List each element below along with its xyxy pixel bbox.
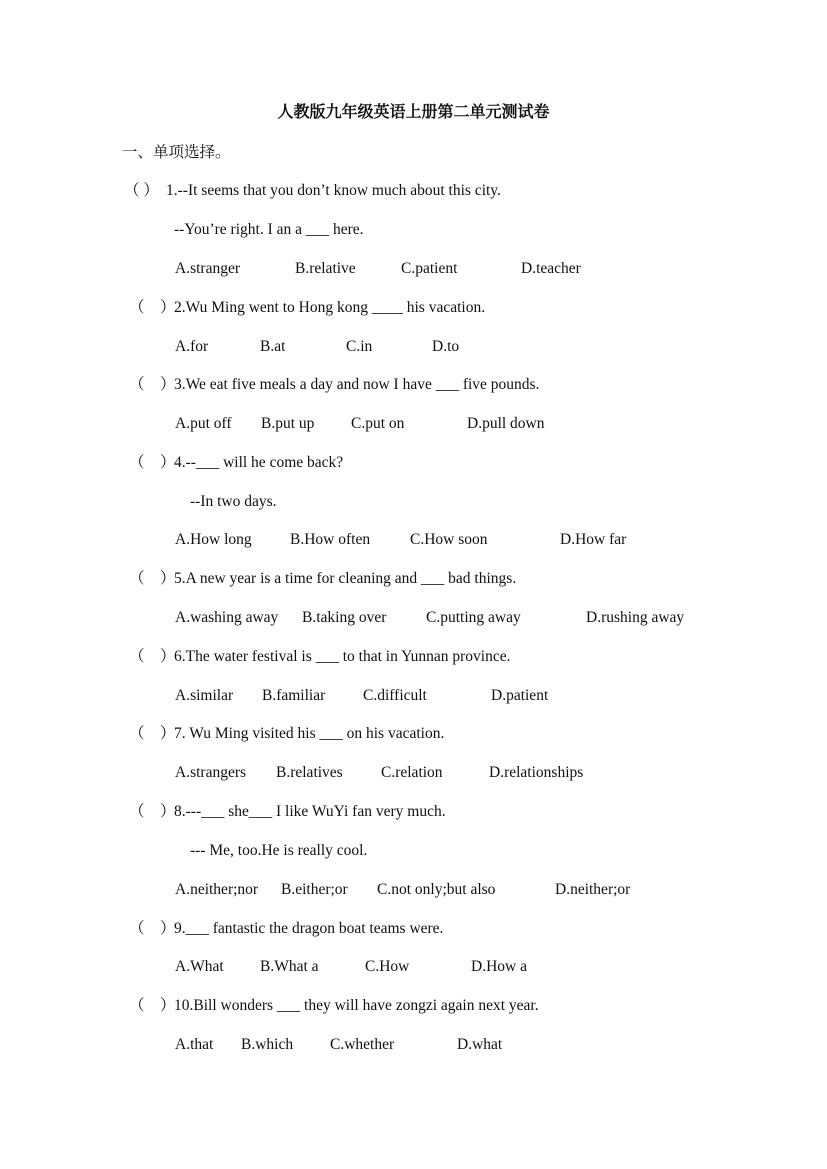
option-c: C.put on [351,415,405,432]
option-d: D.to [432,338,460,355]
option-a: A.How long [175,531,252,548]
answer-blank[interactable]: （ ） [129,570,176,587]
question-stem: 5.A new year is a time for cleaning and ___ bad things. [174,570,517,587]
option-a: A.for [175,338,209,355]
option-c: C.patient [401,260,458,277]
option-d: D.teacher [521,260,581,277]
option-a: A.that [175,1036,214,1053]
option-c: C.putting away [426,609,521,626]
option-c: C.not only;but also [377,881,496,898]
option-c: C.How [365,958,410,975]
answer-blank[interactable]: （ ） [129,376,176,393]
option-c: C.whether [330,1036,395,1053]
option-a: A.put off [175,415,232,432]
answer-blank[interactable]: （ ） [129,725,176,742]
option-a: A.stranger [175,260,240,277]
option-c: C.difficult [363,687,427,704]
answer-blank[interactable]: （ ） [124,182,159,199]
option-b: B.either;or [281,881,348,898]
question-stem: 8.---___ she___ I like WuYi fan very much. [174,803,446,820]
option-d: D.How a [471,958,527,975]
option-b: B.relatives [276,764,343,781]
option-d: D.patient [491,687,549,704]
section-heading: 一、单项选择。 [122,144,231,161]
question-stem: 6.The water festival is ___ to that in Yunnan province. [174,648,511,665]
option-b: B.familiar [262,687,326,704]
answer-blank[interactable]: （ ） [129,454,176,471]
option-b: B.What a [260,958,319,975]
answer-blank[interactable]: （ ） [129,299,176,316]
answer-blank[interactable]: （ ） [129,648,176,665]
option-a: A.neither;nor [175,881,259,898]
question-sub-line: --In two days. [190,493,277,510]
option-d: D.pull down [467,415,545,432]
option-c: C.How soon [410,531,488,548]
question-sub-line: --- Me, too.He is really cool. [190,842,368,859]
option-b: B.taking over [302,609,387,626]
option-d: D.what [457,1036,503,1053]
option-d: D.How far [560,531,627,548]
option-b: B.put up [261,415,315,432]
question-stem: 4.--___ will he come back? [174,454,344,471]
option-c: C.relation [381,764,443,781]
option-a: A.strangers [175,764,247,781]
question-stem: 3.We eat five meals a day and now I have ___ five pounds. [174,376,540,393]
question-stem: 7. Wu Ming visited his ___ on his vacation. [174,725,445,742]
option-d: D.neither;or [555,881,631,898]
option-a: A.washing away [175,609,279,626]
question-stem: 10.Bill wonders ___ they will have zongzi again next year. [174,997,539,1014]
answer-blank[interactable]: （ ） [129,920,176,937]
option-b: B.How often [290,531,371,548]
option-d: D.rushing away [586,609,685,626]
option-c: C.in [346,338,373,355]
question-stem: 2.Wu Ming went to Hong kong ____ his vacation. [174,299,486,316]
option-a: A.similar [175,687,234,704]
page-title: 人教版九年级英语上册第二单元测试卷 [277,104,550,121]
option-b: B.which [241,1036,294,1053]
answer-blank[interactable]: （ ） [129,803,176,820]
option-d: D.relationships [489,764,584,781]
question-sub-line: --You’re right. I an a ___ here. [174,221,364,238]
option-b: B.at [260,338,286,355]
answer-blank[interactable]: （ ） [129,997,176,1014]
question-stem: 9.___ fantastic the dragon boat teams were. [174,920,444,937]
question-stem: 1.--It seems that you don’t know much about this city. [166,182,501,199]
option-b: B.relative [295,260,356,277]
option-a: A.What [175,958,224,975]
